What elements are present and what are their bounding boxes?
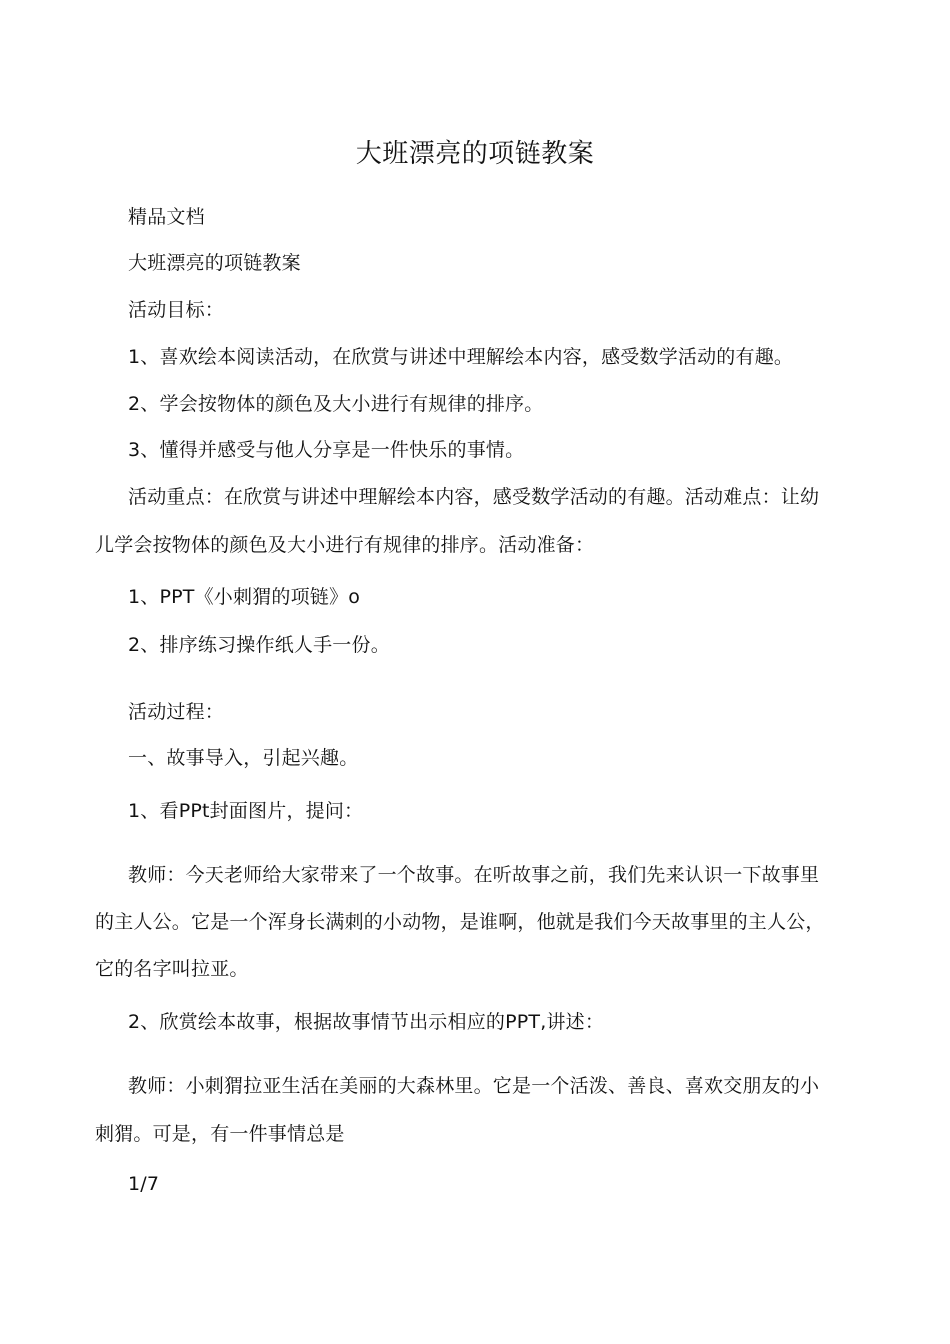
text-line-goal-3: 3、懂得并感受与他人分享是一件快乐的事情。 — [128, 439, 525, 461]
document-title: 大班漂亮的项链教案 — [355, 139, 595, 169]
text-line-goal-1: 1、喜欢绘本阅读活动，在欣赏与讲述中理解绘本内容，感受数学活动的有趣。 — [128, 346, 794, 368]
text-line-step-one: 一、故事导入，引起兴趣。 — [128, 747, 359, 769]
text-line-teacher-2: 教师：小刺猬拉亚生活在美丽的大森林里。它是一个活泼、善良、喜欢交朋友的小 — [128, 1075, 820, 1097]
page-number: 1/7 — [128, 1173, 160, 1195]
text-line-step-one-2: 2、欣赏绘本故事，根据故事情节出示相应的PPT,讲述： — [128, 1011, 605, 1033]
text-line-prep-1: 1、PPT《小刺猬的项链》o — [128, 586, 361, 608]
text-line-key-points: 活动重点：在欣赏与讲述中理解绘本内容，感受数学活动的有趣。活动难点：让幼 — [128, 486, 820, 508]
text-line-step-one-1: 1、看PPt封面图片，提问： — [128, 800, 364, 822]
text-line-goals-heading: 活动目标： — [128, 299, 225, 321]
text-line-teacher-2-cont: 刺猬。可是，有一件事情总是 — [95, 1123, 345, 1145]
text-line-subtitle: 大班漂亮的项链教案 — [128, 252, 301, 274]
text-line-key-points-cont: 儿学会按物体的颜色及大小进行有规律的排序。活动准备： — [95, 534, 595, 556]
text-line-process-heading: 活动过程： — [128, 701, 225, 723]
text-line-teacher-1: 教师：今天老师给大家带来了一个故事。在听故事之前，我们先来认识一下故事里 — [128, 864, 820, 886]
text-line-prep-2: 2、排序练习操作纸人手一份。 — [128, 634, 390, 656]
text-line-teacher-1-end: 它的名字叫拉亚。 — [95, 958, 249, 980]
text-line-teacher-1-cont: 的主人公。它是一个浑身长满刺的小动物，是谁啊，他就是我们今天故事里的主人公， — [95, 911, 825, 933]
text-line-goal-2: 2、学会按物体的颜色及大小进行有规律的排序。 — [128, 393, 544, 415]
text-line-header-label: 精品文档 — [128, 206, 205, 228]
